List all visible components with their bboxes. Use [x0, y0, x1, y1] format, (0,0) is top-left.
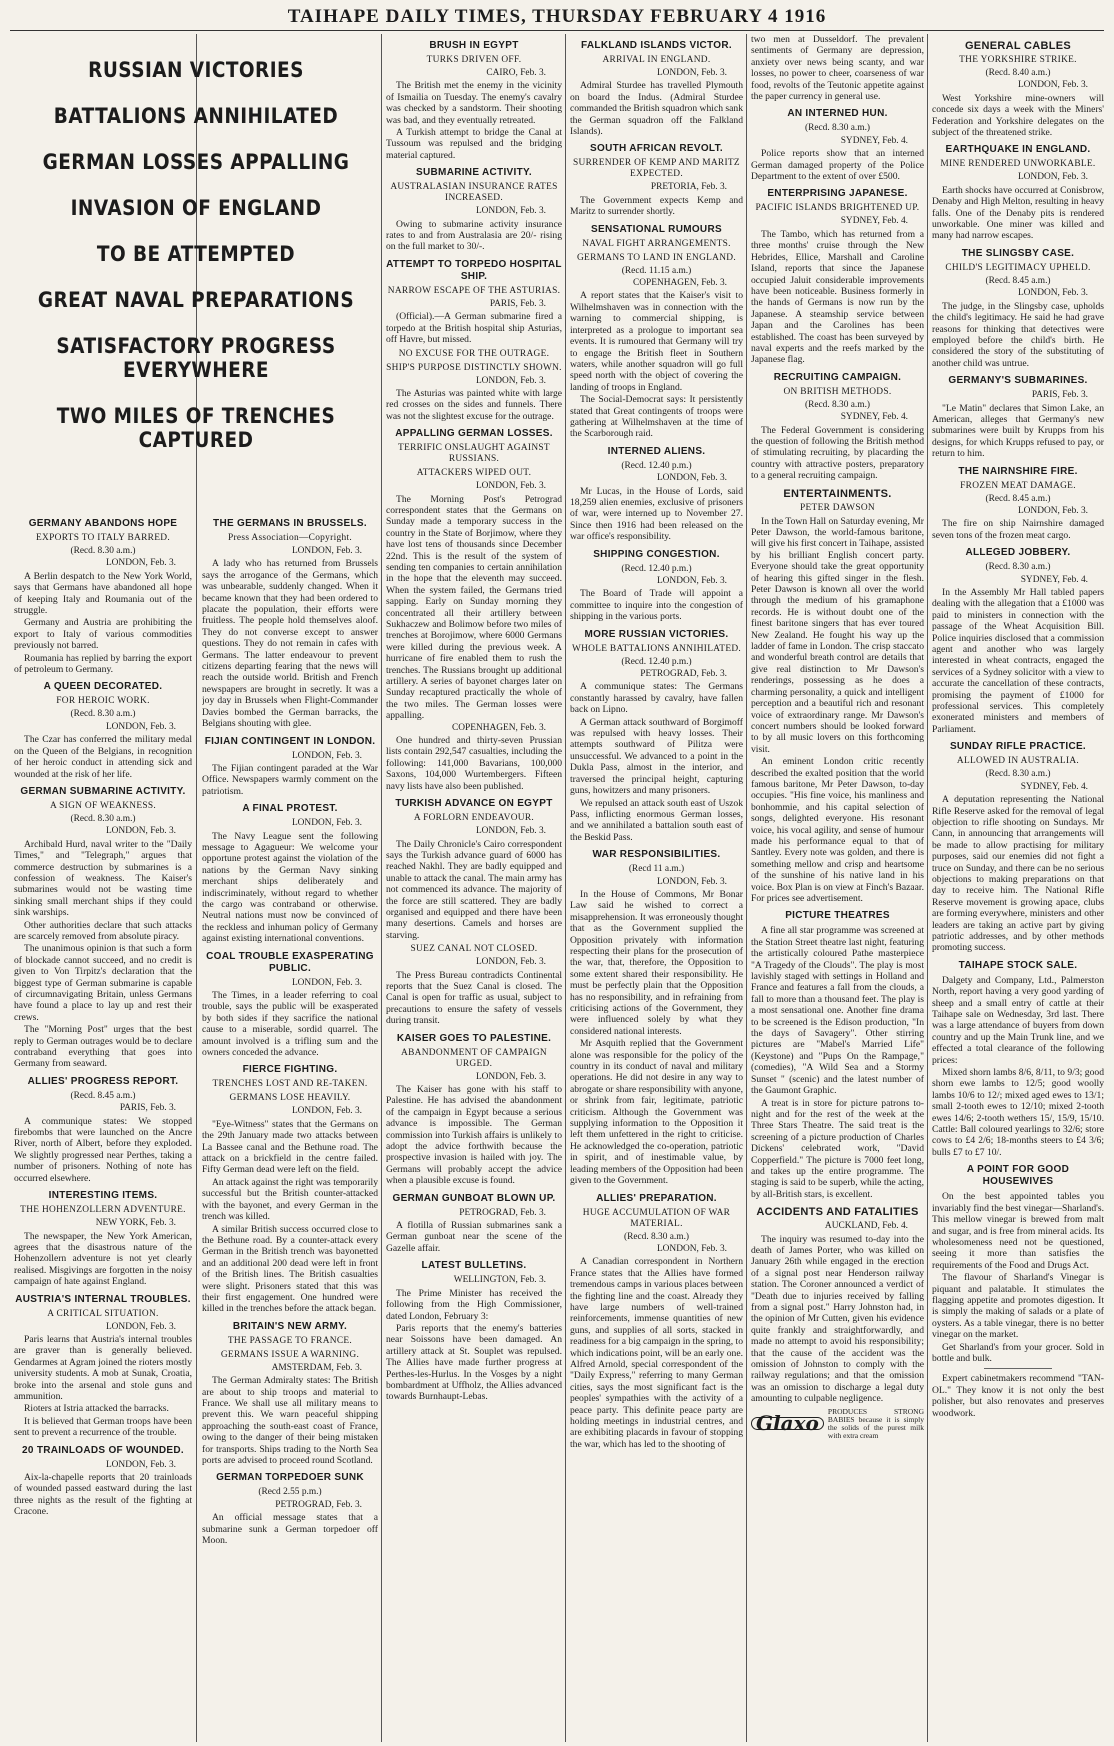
headline: BRUSH IN EGYPT — [429, 40, 519, 51]
column-5 — [751, 34, 924, 1742]
paragraph: Roumania has replied by barring the export of petroleum to Germany. — [14, 652, 192, 676]
banner-line: BATTALIONS ANNIHILATED — [53, 104, 339, 128]
dateline: NEW YORK, Feb. 3. — [95, 1218, 176, 1229]
headline: ALLIES' PROGRESS REPORT. — [27, 1075, 179, 1087]
banner-line: GERMAN LOSSES APPALLING — [42, 150, 350, 174]
headline: WAR RESPONSIBILITIES. — [592, 849, 721, 861]
dateline: SYDNEY, Feb. 4. — [840, 135, 908, 146]
subhead: A FORLORN ENDEAVOUR. — [413, 813, 535, 824]
paragraph: A deputation representing the National Rifle Reserve asked for the removal of legal objection to rifle shooting on Sundays. Mr Cann, in announcing that arrangements will be made to allow practising for military purposes, said our enemies did not fight a truce on Sunday, and there can be no serious objections to making preparations on that day to receive him. The National Rifle Reserve movement is growing apace, clubs are forming everywhere, ministers and other leaders are taking an active part by giving patriotic addresses, and by other methods promoting success. — [932, 794, 1104, 954]
subhead: ALLOWED IN AUSTRALIA. — [956, 756, 1080, 767]
received-time: (Recd. 8.45 a.m.) — [985, 493, 1051, 504]
paragraph: A communique states: The Germans constantly harassed by cavalry, have fallen back on Lipno. — [570, 681, 743, 716]
dateline: PETROGRAD, Feb. 3. — [275, 1499, 362, 1510]
headline: TURKISH ADVANCE ON EGYPT — [395, 798, 553, 810]
received-time: (Recd. 8.30 a.m.) — [985, 562, 1051, 573]
subhead: TRENCHES LOST AND RE-TAKEN. — [212, 1079, 368, 1090]
paragraph: Owing to submarine activity insurance rates to and from Australasia are 20/- rising on the full market to 30/-. — [386, 218, 562, 253]
headline: ENTERTAINMENTS. — [783, 487, 892, 500]
paragraph: Archibald Hurd, naval writer to the "Daily Times," and "Telegraph," argues that commerce destruction by submarines is a confession of weakness. The Kaiser's submarines would not be wasting time sinking small merchant ships if they could sink warships. — [14, 838, 192, 919]
paragraph: The Kaiser has gone with his staff to Palestine. He has advised the abandonment of the campaign in Egypt because a serious advance is impossible. The German commission into Turkish affairs is unlikely to adopt the advice forthwith because the prospective invasion is hailed with joy. The Germans will probably accept the advice when a plausible excuse is found. — [386, 1084, 562, 1187]
paragraph: A Berlin despatch to the New York World, says that Germans have abandoned all hope of keeping Italy and Roumania out of the struggle. — [14, 570, 192, 617]
headline: SOUTH AFRICAN REVOLT. — [590, 143, 723, 155]
paragraph: We repulsed an attack south east of Uszok Pass, inflicting enormous German losses, and we annihilated a battalion south east of the Beskid Pass. — [570, 797, 743, 843]
paragraph: The Times, in a leader referring to coal trouble, says the public will be exasperated by both sides if they sacrifice the national cause to a miserable, sordid quarrel. The amount involved is a trifling sum and the owners conceded the advance. — [202, 990, 378, 1059]
headline: GERMAN SUBMARINE ACTIVITY. — [20, 785, 186, 797]
paragraph: The Prime Minister has received the following from the High Commissioner, dated London, February 3: — [386, 1287, 562, 1322]
paragraph: The Social-Democrat says: It persistently stated that Great contingents of troops were gathering at Wilhelmshaven at the time of the Scarborough raid. — [570, 394, 743, 440]
paragraph: Mr Asquith replied that the Government alone was responsible for the policy of the country in its conduct of naval and military operations. He did not desire in any way to abrogate or share responsibility with anyone, or shrink from fair, legitimate, patriotic criticism. Although the Government was supplying information to the Opposition it left them unfettered in the right to criticise. He acknowledged the co-operation, patriotic in spirit, and of inestimable value, by leading members of the Opposition had been given to the Government. — [570, 1038, 743, 1187]
subhead: THE YORKSHIRE STRIKE. — [959, 55, 1077, 65]
headline: SUBMARINE ACTIVITY. — [416, 167, 532, 179]
paragraph: A report states that the Kaiser's visit to Wilhelmshaven was in connection with the warning to commercial shipping, is interpreted as a prologue to important sea events. It is rumoured that Germany will try to engage the British fleet in Southern waters, while another squadron will go full speed north with the object of covering the landing of troops in England. — [570, 290, 743, 393]
paragraph: West Yorkshire mine-owners will concede six days a week with the Miners' Federation and Yorkshire delegates on the subject of the threatened strike. — [932, 92, 1104, 139]
paragraph: Paris learns that Austria's internal troubles are graver than is generally believed. Gendarmes at Agram joined the rioters mostly university students. A mob at Sunak, Croatia, broke into the arsenal and stole guns and ammunition. — [14, 1333, 192, 1402]
paragraph: Paris reports that the enemy's batteries near Soissons have been damaged. An artillery attack at St. Souplet was repulsed. The Allies have made further progress at Perthes-les-Hurlus. In the Vosges by a night bombardment at Uffholz, the Allies advanced towards Burnhaupt-Lebas. — [386, 1322, 562, 1403]
headline: AUSTRIA'S INTERNAL TROUBLES. — [15, 1293, 191, 1305]
dateline: LONDON, Feb. 3. — [105, 826, 176, 837]
dateline: PARIS, Feb. 3. — [489, 298, 546, 309]
paragraph: In the Town Hall on Saturday evening, Mr Peter Dawson, the world-famous baritone, will give his first concert in Taihape, assisted by his brilliant English concert party. Everyone should take the great opportunity of hearing this gifted singer in the flesh. Peter Dawson is known all over the world through the medium of his gramaphone records. He is without doubt one of the finest baritone singers that has ever toured New Zealand. He fought his way up the ladder of fame in London. The crisp staccato and wonderful breath control are details that give real distinction to Mr Dawson's renderings, possessing as he does a charming personality, a quick and intelligent perception and a beautiful rich and resonant voice of extraordinary range. Mr Dawson's concert numbers should be looked forward to by all music lovers on this forthcoming visit. — [751, 515, 924, 755]
paragraph: Earth shocks have occurred at Conisbrow, Denaby and High Melton, resulting in heavy falls. One of the Denaby pits is rendered unworkable. One miner was killed and many had narrow escapes. — [932, 184, 1104, 242]
received-time: (Recd. 8.30 a.m.) — [985, 769, 1051, 780]
column-1 — [14, 512, 192, 1742]
dateline: LONDON, Feb. 3. — [475, 1071, 546, 1082]
headline: 20 TRAINLOADS OF WOUNDED. — [22, 1444, 184, 1456]
paragraph: The unanimous opinion is that such a form of blockade cannot succeed, and no credit is given to Von Tirpitz's declaration that the biggest type of German submarine is capable of circumnavigating Britain, unless Germans have found a place to lay up and rest their crews. — [14, 943, 192, 1023]
dateline: LONDON, Feb. 3. — [1017, 288, 1088, 299]
subhead: NAVAL FIGHT ARRANGEMENTS. — [582, 238, 731, 249]
paragraph: "Le Matin" declares that Simon Lake, an American, alleges that Germany's new submarines were built by Krupps from his designs, for which Krupps refused to pay, or return to him. — [932, 402, 1104, 460]
headline: SENSATIONAL RUMOURS — [591, 223, 722, 235]
subhead: THE PASSAGE TO FRANCE. — [227, 1335, 353, 1346]
paragraph: A Canadian correspondent in Northern France states that the Allies have formed tremendous camps in various places between the fighting line and the coast. Already they have large numbers of well-trained reinforcements, immense quantities of new guns, and supplies of all sorts, stacked in readiness for a big campaign in the spring, to which indications point, will be an early one. Alfred Arnold, special correspondent of the "Daily Express," referring to many German cities, says the most significant fact is the peoples' sympathies with the activity of a peace party. This definite peace party are holding meetings in industrial centres, and are exhibiting placards in favour of stopping the war, which has led to the shooting of — [570, 1256, 743, 1450]
dateline: LONDON, Feb. 3. — [291, 977, 362, 988]
dateline: PARIS, Feb. 3. — [119, 1103, 176, 1114]
paragraph: The German Admiralty states: The British are about to ship troops and material to France. We shall use all military means to prevent this. We warn peaceful shipping approaching the south-east coast of France, owing to the danger of their being mistaken for transports. Ships trading to the North Sea ports are advised to proceed round Scotland. — [202, 1375, 378, 1466]
received-time: (Recd. 8.45 a.m.) — [985, 275, 1051, 286]
dateline: LONDON, Feb. 3. — [656, 473, 727, 484]
dateline: PARIS, Feb. 3. — [1031, 390, 1088, 401]
banner-line: TWO MILES OF TRENCHES CAPTURED — [56, 404, 336, 452]
headline: APPALLING GERMAN LOSSES. — [395, 428, 553, 440]
subhead: WHOLE BATTALIONS ANNIHILATED. — [571, 643, 742, 654]
headline: ACCIDENTS AND FATALITIES — [756, 1206, 919, 1219]
paragraph: A fine all star programme was screened at the Station Street theatre last night, featuring the artistically coloured Pathe masterpiece "A Tragedy of the Clouds". The play is most lavishly staged with settings in Holland and France and features a fall from the clouds, a fall to more than a thousand feet. The play is a most sensational one. Another fine drama to be screened is the Edison production, "In the days of Savagery". Other stirring pictures are "Mabel's Married Life" (Keystone) and "Pups On the Rampage," (comedies), "A Wild Sea and a Stormy Sunset " (scenic) and the latest number of the Gaumont Graphic. — [751, 925, 924, 1097]
headline: THE NAIRNSHIRE FIRE. — [958, 465, 1078, 477]
received-time: (Recd. 12.40 p.m.) — [621, 563, 692, 574]
banner-line: GREAT NAVAL PREPARATIONS — [37, 288, 355, 312]
headline: INTERNED ALIENS. — [607, 445, 706, 457]
dateline: LONDON, Feb. 3. — [105, 558, 176, 569]
subhead: GERMANS LOSE HEAVILY. — [229, 1093, 351, 1104]
paragraph: An official message states that a submarine sunk a German torpedoer off Moon. — [202, 1512, 378, 1547]
subhead: SUEZ CANAL NOT CLOSED. — [410, 944, 538, 955]
column-divider — [565, 34, 566, 1742]
subhead: ATTACKERS WIPED OUT. — [416, 468, 532, 479]
paragraph: The inquiry was resumed to-day into the death of James Porter, who was killed on January 26th while engaged in the erection of a signal post near Henderson railway station. The Coroner announced a verdict of "Death due to injuries received by falling from a signal post." Harry Johnston had, in the opinion of Mr Cutten, given his evidence quite frankly and straightforwardly, and made no attempt to avoid his responsibility; that the cause of the accident was the omission of Johnston to comply with the railway regulations; and that the omission was an omission to discharge a legal duty amounting to culpable negligence. — [751, 1233, 924, 1405]
subhead: NARROW ESCAPE OF THE ASTURIAS. — [387, 285, 561, 296]
headline: FALKLAND ISLANDS VICTOR. — [581, 40, 732, 51]
glaxo-tagline: PRODUCES STRONG BABIES because it is simply the solids of the purest milk with extra cream — [827, 1406, 924, 1440]
dateline: SYDNEY, Feb. 4. — [1020, 574, 1088, 585]
paragraph: The Press Bureau contradicts Continental reports that the Suez Canal is closed. The Canal is open for traffic as usual, subject to precautions to ensure the safety of vessels during transit. — [386, 969, 562, 1027]
headline: ALLIES' PREPARATION. — [596, 1192, 717, 1204]
subhead: AUSTRALASIAN INSURANCE RATES INCREASED. — [390, 182, 558, 204]
headline: GERMANY ABANDONS HOPE — [28, 518, 178, 529]
divider — [984, 1368, 1053, 1369]
column-divider — [927, 34, 928, 1742]
banner-line: RUSSIAN VICTORIES — [88, 58, 304, 82]
banner — [14, 36, 378, 474]
paragraph: It is believed that German troops have been sent to prevent a recurrence of the trouble. — [14, 1415, 192, 1439]
headline: FIERCE FIGHTING. — [242, 1064, 338, 1076]
paragraph: A communique states: We stopped firebombs that were launched on the Ancre River, north of Albert, before they exploded. We slightly progressed near Perthes, taking a number of prisoners. Nothing of note has occurred elsewhere. — [14, 1115, 192, 1184]
dateline: LONDON, Feb. 3. — [475, 957, 546, 968]
headline: GERMANY'S SUBMARINES. — [948, 375, 1088, 387]
paragraph: two men at Dusseldorf. The prevalent sentiments of Germany are depression, anxiety over news being scanty, and war losses, no power to cheer, coarseness of war food, revolts of the Teutonic appetite against the paper currency in general use. — [751, 34, 924, 103]
headline: ATTEMPT TO TORPEDO HOSPITAL SHIP. — [386, 258, 562, 282]
headline: ALLEGED JOBBERY. — [965, 547, 1071, 559]
paragraph: In the House of Commons, Mr Bonar Law said he wished to correct a misapprehension. It was erroneously thought that as the Government supplied the Opposition privately with information respecting their plans for the prosecution of the war, that, therefore, the Opposition to some extent shared their responsibility. He must be perfectly plain that the Opposition has no responsibility, and in refraining from criticising actions of the Government, they were influenced solely by what they considered national interests. — [570, 888, 743, 1037]
subhead: GERMANS ISSUE A WARNING. — [220, 1349, 360, 1360]
received-time: (Recd. 8.30 a.m.) — [623, 1231, 690, 1242]
headline: BRITAIN'S NEW ARMY. — [232, 1320, 348, 1332]
paragraph: Expert cabinetmakers recommend "TAN-OL." They know it is not only the best polisher, but also renovates and preserves woodwork. — [932, 1373, 1104, 1419]
column-divider — [381, 34, 382, 1742]
dateline: LONDON, Feb. 3. — [1017, 172, 1088, 183]
paragraph: (Official).—A German submarine fired a torpedo at the British hospital ship Asturias, off Havre, but missed. — [386, 311, 562, 346]
paragraph: The Asturias was painted white with large red crosses on the sides and funnels. There was not the slightest excuse for the outrage. — [386, 387, 562, 422]
subhead: GERMANS TO LAND IN ENGLAND. — [576, 252, 737, 263]
dateline: COPENHAGEN, Feb. 3. — [632, 278, 727, 289]
received-time: (Recd. 8.30 a.m.) — [70, 813, 136, 824]
banner-line: INVASION OF ENGLAND — [70, 196, 322, 220]
headline: A POINT FOR GOOD HOUSEWIVES — [966, 1164, 1070, 1188]
dateline: LONDON, Feb. 3. — [291, 1106, 362, 1117]
paragraph: An eminent London critic recently described the exalted position that the world famous baritone, Mr Peter Dawson, to-day occupies. "His fine voice, his manliness and bonhommie, and his capital selection of songs, delighted everyone. His resonant voice, his vocal agility, and sense of humour made his performance equal to that of Santley. Every note was golden, and there is something mellow and crisp and heartsome of the sunshine of his native land in his voice. Box Plan is on view at Finch's Bazaar. For prices see advertisement. — [751, 756, 924, 904]
dateline: LONDON, Feb. 3. — [291, 546, 362, 556]
dateline: LONDON, Feb. 3. — [656, 68, 727, 78]
paragraph: The "Morning Post" urges that the best reply to German outrages would be to declare contraband everything that goes into Germany from seaward. — [14, 1024, 192, 1070]
masthead: TAIHAPE DAILY TIMES, THURSDAY FEBRUARY 4 1916 — [287, 6, 827, 27]
subhead: EXPORTS TO ITALY BARRED. — [36, 533, 170, 543]
headline: SHIPPING CONGESTION. — [593, 548, 720, 560]
subhead: ARRIVAL IN ENGLAND. — [602, 55, 711, 65]
paragraph: The British met the enemy in the vicinity of Ismailia on Tuesday. The enemy's cavalry was checked by a sandstorm. Their shooting was bad, and they eventually retreated. — [386, 80, 562, 126]
paragraph: The Government expects Kemp and Maritz to surrender shortly. — [570, 194, 743, 218]
subhead: PETER DAWSON — [800, 502, 875, 513]
headline: COAL TROUBLE EXASPERATING PUBLIC. — [206, 950, 374, 974]
paragraph: Mixed shorn lambs 8/6, 8/11, to 9/3; good shorn ewe lambs to 12/5; good woolly lambs 10/6 to 12/; mixed aged ewes to 13/1; small 2-tooth ewes to 12/10; mixed 2-tooth ewes 14/6; 2-tooth wethers 15/, 15/9, 15/10. Cattle: Ball coloured yearlings to 32/6; store cows to £4 2/6; 18-months steers to £4 3/6; bulls £7 to £7 10/. — [932, 1067, 1104, 1158]
paragraph: Aix-la-chapelle reports that 20 trainloads of wounded passed eastward during the last three nights as the result of the fighting at Cracone. — [14, 1472, 192, 1518]
glaxo-logo: Glaxo — [751, 1417, 824, 1430]
headline: GERMAN TORPEDOER SUNK — [216, 1472, 364, 1484]
paragraph: Admiral Sturdee has travelled Plymouth on board the Indus. (Admiral Sturdee commanded the British squadron which sank the German squadron off the Falkland Islands). — [570, 80, 743, 138]
subhead: THE HOHENZOLLERN ADVENTURE. — [20, 1205, 186, 1216]
dateline: LONDON, Feb. 3. — [656, 876, 727, 887]
paragraph: A treat is in store for picture patrons to-night and for the rest of the week at the Three Stars Theatre. The said treat is the screening of a picture production of Charles Dickens' celebrated work, "David Copperfield." The picture is 7000 feet long, and takes up the entire programme. The staging is said to be superb, while the acting, by all-British stars, is excellent. — [751, 1097, 924, 1200]
subhead: SHIP'S PURPOSE DISTINCTLY SHOWN. — [386, 362, 562, 373]
received-time: (Recd. 8.30 a.m.) — [804, 399, 871, 410]
headline: GENERAL CABLES — [964, 40, 1072, 52]
subhead: TERRIFIC ONSLAUGHT AGAINST RUSSIANS. — [398, 443, 550, 465]
paragraph: The Federal Government is considering the question of following the British method of stimulating recruiting, by placarding the country with attractive posters, preparatory to a general recruiting campaign. — [751, 424, 924, 482]
paragraph: Get Sharland's from your grocer. Sold in bottle and bulk. — [932, 1341, 1104, 1364]
paragraph: The Board of Trade will appoint a committee to inquire into the congestion of shipping in the various ports. — [570, 588, 743, 623]
dateline: LONDON, Feb. 3. — [475, 826, 546, 837]
headline: GERMAN GUNBOAT BLOWN UP. — [392, 1192, 556, 1204]
subhead: NO EXCUSE FOR THE OUTRAGE. — [398, 348, 550, 359]
dateline: LONDON, Feb. 3. — [105, 1321, 176, 1332]
headline: THE GERMANS IN BRUSSELS. — [213, 518, 367, 529]
subhead: MINE RENDERED UNWORKABLE. — [940, 159, 1096, 170]
glaxo-advert — [751, 1408, 924, 1440]
subhead: CHILD'S LEGITIMACY UPHELD. — [945, 262, 1091, 273]
column-4 — [570, 34, 743, 1742]
subhead: Press Association—Copyright. — [227, 533, 353, 543]
dateline: LONDON, Feb. 3. — [656, 1243, 727, 1254]
paragraph: A German attack southward of Borgimoff was repulsed with heavy losses. Their attempts southward of Pilitza were unsuccessful. We advanced to a point in the Dukla Pass, almost in the interior, and traversed the principal height, capturing guns, howitzers and many prisoners. — [570, 716, 743, 797]
paragraph: Germany and Austria are prohibiting the export to Italy of various commodities previously not barred. — [14, 617, 192, 652]
subhead: ABANDONMENT OF CAMPAIGN URGED. — [401, 1047, 547, 1069]
paragraph: The Daily Chronicle's Cairo correspondent says the Turkish advance guard of 6000 has reached Nakhl. They are badly equipped and unable to attack the canal. The main army has not commenced its advance. The majority of the force are still scattered. They are badly organised and equipped and there have been many desertions. Camels and horses are starving. — [386, 838, 562, 941]
subhead: SURRENDER OF KEMP AND MARITZ EXPECTED. — [573, 158, 740, 180]
dateline: AUCKLAND, Feb. 4. — [824, 1221, 908, 1232]
paragraph: In the Assembly Mr Hall tabled papers dealing with the allegation that a £1000 was paid to ministers in connection with the passage of the Wheat Acquisition Bill. Police inquiries disclosed that a commission agent and another who was largely interested in wheat contracts, engaged the services of a Sydney solicitor with a view to accurate the cancellation of these contracts, promising the payment of £1000 for professional services. This completely exonerated ministers and members of Parliament. — [932, 587, 1104, 735]
dateline: CAIRO, Feb. 3. — [486, 68, 546, 78]
dateline: LONDON, Feb. 3. — [105, 1459, 176, 1470]
banner-line: TO BE ATTEMPTED — [96, 242, 296, 266]
dateline: LONDON, Feb. 3. — [475, 375, 546, 386]
dateline: PRETORIA, Feb. 3. — [650, 182, 727, 193]
paragraph: A flotilla of Russian submarines sank a German gunboat near the scene of the Gazelle affair. — [386, 1220, 562, 1254]
paragraph: The Fijian contingent paraded at the War Office. Newspapers warmly comment on the patriotism. — [202, 762, 378, 797]
paragraph: The Tambo, which has returned from a three months' cruise through the New Hebrides, Ellice, Marshall and Caroline Island, reports that since the Japanese occupied Jaluit considerable improvements have been noticeable. Business formerly in the hands of Germans is now run by the Japanese. A steamship service between Japan and the Carolines has been established. The coast has been surveyed by naval experts and the reefs marked by the Japanese flag. — [751, 228, 924, 366]
headline: THE SLINGSBY CASE. — [961, 247, 1075, 259]
paragraph: The newspaper, the New York American, agrees that the disastrous nature of the Hohenzollern adventure is not yet clearly realised. Misgivings are forgotten in the noisy campaign of hate against England. — [14, 1230, 192, 1288]
banner-line: SATISFACTORY PROGRESS EVERYWHERE — [56, 334, 336, 382]
received-time: (Recd 2.55 p.m.) — [258, 1487, 322, 1498]
dateline: SYDNEY, Feb. 4. — [840, 216, 908, 227]
received-time: (Recd. 12.40 p.m.) — [621, 656, 692, 667]
headline: EARTHQUAKE IN ENGLAND. — [945, 144, 1091, 156]
paragraph: Other authorities declare that such attacks are scarcely removed from absolute piracy. — [14, 919, 192, 942]
paragraph: A similar British success occurred close to the Bethune road. By a counter-attack every German in the British trench was bayonetted and an additional 200 dead were left in front of the British lines. The British casualties were slight. Prisoners stated that this was their first engagement. One hundred were killed in the trenches before the attack began. — [202, 1223, 378, 1315]
received-time: (Recd 11 a.m.) — [628, 864, 685, 875]
dateline: COPENHAGEN, Feb. 3. — [451, 722, 546, 733]
paragraph: Rioters at Istria attacked the barracks. — [24, 1403, 169, 1415]
subhead: A SIGN OF WEAKNESS. — [49, 800, 157, 811]
subhead: HUGE ACCUMULATION OF WAR MATERIAL. — [582, 1207, 731, 1229]
paragraph: "Eye-Witness" states that the Germans on the 29th January made two attacks between La Bassee canal and the Bethune road. The attack on a brickfield in the centre failed. Fifty German dead were left on the field. — [202, 1118, 378, 1176]
headline: FIJIAN CONTINGENT IN LONDON. — [204, 735, 376, 747]
masthead-rule — [10, 30, 1104, 31]
received-time: (Recd. 8.40 a.m.) — [985, 68, 1051, 78]
subhead: FROZEN MEAT DAMAGE. — [960, 480, 1076, 491]
column-2 — [202, 512, 378, 1742]
received-time: (Recd. 11.15 a.m.) — [621, 265, 692, 276]
paragraph: The judge, in the Slingsby case, upholds the child's legitimacy. He said he had grave reasons for thinking that detectives were employed before the child's birth. He considered the story of the substituting of another child was untrue. — [932, 300, 1104, 369]
paragraph: On the best appointed tables you invariably find the best vinegar—Sharland's. This mellow vinegar is brewed from malt and sugar, and is free from mineral acids. Its wholesomeness need not be questioned, seeing it more than satisfies the requirements of the Food and Drugs Act. — [932, 1191, 1104, 1271]
headline: TAIHAPE STOCK SALE. — [958, 959, 1078, 971]
dateline: LONDON, Feb. 3. — [656, 576, 727, 586]
received-time: (Recd. 12.40 p.m.) — [621, 460, 692, 471]
column-3 — [386, 34, 562, 1742]
received-time: (Recd. 8.30 a.m.) — [70, 709, 136, 720]
dateline: PETROGRAD, Feb. 3. — [640, 669, 727, 680]
subhead: FOR HEROIC WORK. — [56, 696, 150, 707]
subhead: PACIFIC ISLANDS BRIGHTENED UP. — [755, 203, 920, 214]
headline: PICTURE THEATRES — [785, 910, 890, 922]
paragraph: The Navy League sent the following message to Agagueur: We welcome your opportune protest against the violation of the nations by the German Navy sinking merchant ships deliberately and indiscriminately, without regard to whether the cargo was contraband or otherwise. Neutral nations must now be convinced of the reckless and inhuman policy of Germany against existing international conventions. — [202, 830, 378, 945]
headline: RECRUITING CAMPAIGN. — [773, 371, 902, 383]
received-time: (Recd. 8.30 a.m.) — [70, 546, 136, 556]
subhead: ON BRITISH METHODS. — [783, 386, 892, 397]
dateline: LONDON, Feb. 3. — [105, 721, 176, 732]
headline: LATEST BULLETINS. — [421, 1260, 527, 1272]
headline: A FINAL PROTEST. — [242, 803, 338, 815]
headline: ENTERPRISING JAPANESE. — [767, 188, 908, 200]
dateline: SYDNEY, Feb. 4. — [1020, 781, 1088, 792]
dateline: PETROGRAD, Feb. 3. — [459, 1207, 546, 1218]
dateline: LONDON, Feb. 3. — [475, 206, 546, 217]
dateline: SYDNEY, Feb. 4. — [840, 412, 908, 423]
headline: SUNDAY RIFLE PRACTICE. — [949, 741, 1087, 753]
headline: A QUEEN DECORATED. — [43, 681, 163, 693]
paragraph: Mr Lucas, in the House of Lords, said 18,259 alien enemies, exclusive of prisoners of war, were interned up to November 27. Since then 1916 had been released on the war office's responsibility. — [570, 485, 743, 543]
dateline: LONDON, Feb. 3. — [1017, 80, 1088, 91]
paragraph: Dalgety and Company, Ltd., Palmerston North, report having a very good yarding of sheep and a small entry of cattle at their Taihape sale on Wednesday, 3rd last. There was a large attendance of buyers from down country and up the Main Trunk line, and we effected a total clearance of the following prices: — [932, 974, 1104, 1066]
paragraph: An attack against the right was temporarily successful but the British counter-attacked with the bayonet, and every German in the trench was killed. — [202, 1176, 378, 1223]
received-time: (Recd. 8.30 a.m.) — [804, 123, 871, 134]
paragraph: Police reports show that an interned German damaged property of the Police Department to the extent of over £500. — [751, 148, 924, 183]
dateline: LONDON, Feb. 3. — [475, 481, 546, 492]
paragraph: One hundred and thirty-seven Prussian lists contain 292,547 casualties, including the following: 141,000 Bavarians, 100,000 Saxons, 104,000 Wurtembergers. Fifteen navy lists have also been published. — [386, 735, 562, 792]
dateline: LONDON, Feb. 3. — [291, 818, 362, 829]
dateline: LONDON, Feb. 3. — [1017, 505, 1088, 516]
paragraph: The fire on ship Nairnshire damaged seven tons of the frozen meat cargo. — [932, 518, 1104, 541]
headline: AN INTERNED HUN. — [787, 108, 888, 120]
paragraph: A lady who has returned from Brussels says the arrogance of the Germans, which was unbearable, suddenly changed. When it became known that they had been ordered to placate the population, their efforts were fruitless. The people hold themselves aloof. They do not converse except to answer questions. They do not remain in cafes with Germans. The latter endeavour to prevent citizens departing fearing that the news will reach the outside world. British and French newspapers are brought in secretly. It was a joy day in Brussels when Flight-Commander Davies bombed the German barracks, the Belgians shouting with glee. — [202, 558, 378, 730]
headline: KAISER GOES TO PALESTINE. — [396, 1032, 552, 1044]
received-time: (Recd. 8.45 a.m.) — [70, 1090, 136, 1101]
subhead: A CRITICAL SITUATION. — [47, 1308, 159, 1319]
column-6 — [932, 34, 1104, 1742]
dateline: WELLINGTON, Feb. 3. — [453, 1275, 546, 1286]
subhead: TURKS DRIVEN OFF. — [426, 55, 522, 65]
paragraph: A Turkish attempt to bridge the Canal at Tussoum was repulsed and the bridging material captured. — [386, 127, 562, 161]
headline: MORE RUSSIAN VICTORIES. — [584, 628, 729, 640]
paragraph: The Morning Post's Petrograd correspondent states that the Germans on Sunday made a temporary success in the country in the State of Borjimow, where they have lost tens of thousands since December 22nd. This is the result of the system of sending ten companies to certain annihilation in the hope that the eleventh may succeed. When the system failed, the Germans tried sapping. Early on Sunday morning they concentrated all their artillery between Sukhaczew and Bolimow before two miles of trenches at Borojimow, where 6000 Germans were killed during the previous week. A hurricane of fire enabled them to rush the trenches. The Russians brought up additional artillery. A series of bayonet charges later on Sunday recaptured practically the whole of the two miles. The German losses were appalling. — [386, 493, 562, 722]
paragraph: The Czar has conferred the military medal on the Queen of the Belgians, in recognition of her heroic conduct in attending sick and wounded at the risk of her life. — [14, 734, 192, 780]
headline: INTERESTING ITEMS. — [48, 1190, 158, 1202]
dateline: LONDON, Feb. 3. — [291, 750, 362, 761]
column-divider — [746, 34, 747, 1742]
paragraph: The flavour of Sharland's Vinegar is piquant and palatable. It stimulates the flagging appetite and promotes digestion. It is simply the making of salads or a plate of oysters. As a table vinegar, there is no better vinegar on the market. — [932, 1272, 1104, 1341]
dateline: AMSTERDAM, Feb. 3. — [271, 1362, 362, 1373]
